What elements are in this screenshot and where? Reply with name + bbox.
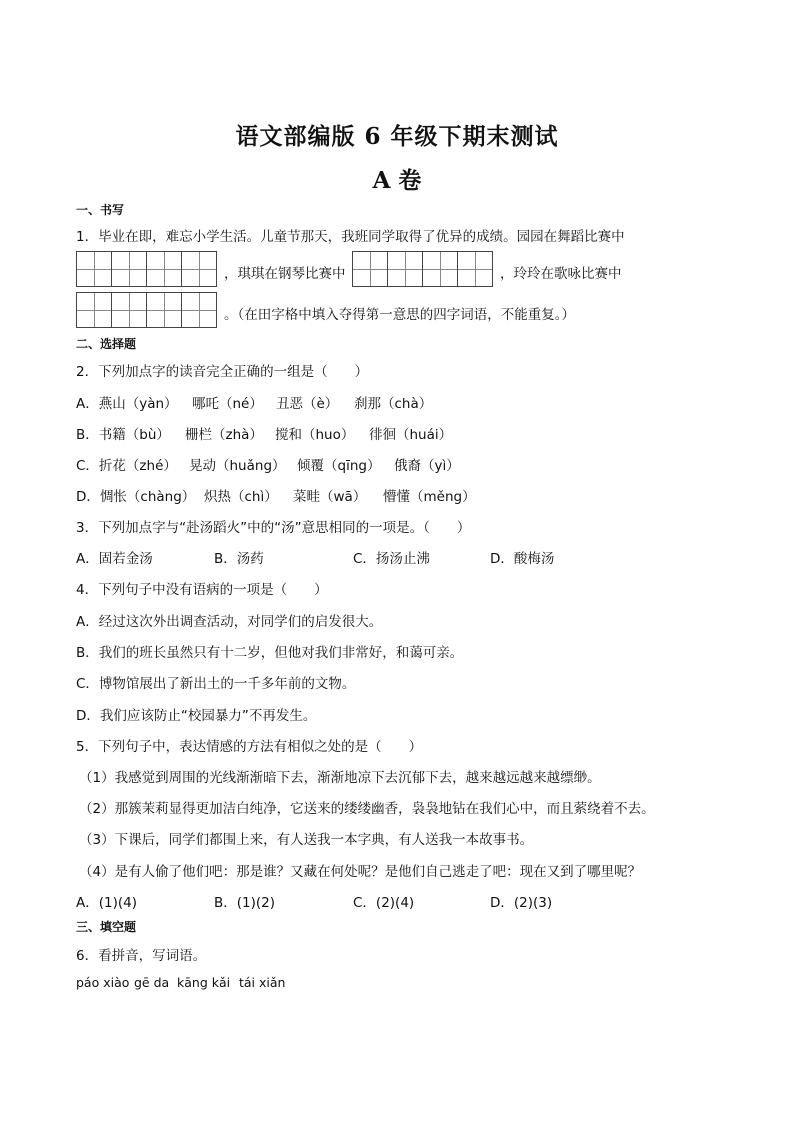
option-word: 栅栏（zhà） [185,427,263,443]
option-word: 懵懂（měng） [383,489,476,505]
tianzige-cell[interactable] [422,251,458,287]
pinyin-word: kāng kǎi [177,975,231,990]
section-heading-fill: 三、填空题 [76,920,137,934]
q1-text-mid1: ，琪琪在钢琴比赛中 [224,266,346,282]
tianzige-cell[interactable] [76,251,112,287]
q3-option-d[interactable]: D．酸梅汤 [490,551,555,567]
exam-title: 语文部编版 6 年级下期末测试 [235,123,559,150]
tianzige-cell[interactable] [457,251,493,287]
tianzige-cell[interactable] [76,292,112,328]
q5-sentence-4: （4）是有人偷了他们吧：那是谁？又藏在何处呢？是他们自己逃走了吧：现在又到了哪里呢？ [79,864,642,880]
option-word: 徘徊（huái） [369,427,453,443]
tianzige-box-1[interactable] [76,251,216,287]
option-word: 搅和（huo） [275,427,355,443]
q5-sentence-2: （2）那簇茉莉显得更加洁白纯净，它送来的缕缕幽香，袅袅地钻在我们心中，而且萦绕着不去。 [79,801,655,817]
pinyin-word: gē da [134,975,170,990]
tianzige-cell[interactable] [181,251,217,287]
q5-stem: 5．下列句子中，表达情感的方法有相似之处的是（ ） [76,739,423,755]
option-word: 倾覆（qīng） [297,458,381,474]
option-word: 刹那（chà） [354,396,433,412]
tianzige-cell[interactable] [146,251,182,287]
section-heading-writing: 一、书写 [76,203,125,217]
tianzige-cell[interactable] [111,292,147,328]
q5-option-d[interactable]: D．(2)(3) [490,895,553,911]
option-word: C．折花（zhé） [76,458,177,474]
option-word: 哪吒（né） [192,396,263,412]
q5-sentence-1: （1）我感觉到周围的光线渐渐暗下去，渐渐地凉下去沉郁下去，越来越远越来越缥缈。 [79,770,601,786]
option-word: 丑恶（è） [276,396,339,412]
option-word: D．惆怅（chàng） [76,489,196,505]
q4-option-a[interactable]: A．经过这次外出调查活动，对同学们的启发很大。 [76,614,383,630]
q3-option-b[interactable]: B．汤药 [214,551,264,567]
exam-subtitle: A 卷 [372,167,422,194]
tianzige-box-3[interactable] [76,292,216,328]
tianzige-box-2[interactable] [352,251,492,287]
q5-option-b[interactable]: B．(1)(2) [214,895,276,911]
q4-stem: 4．下列句子中没有语病的一项是（ ） [76,582,328,598]
q4-option-d[interactable]: D．我们应该防止“校园暴力”不再发生。 [76,708,317,724]
q1-text-mid2: ，玲玲在歌咏比赛中 [500,266,622,282]
option-word: A．燕山（yàn） [76,396,178,412]
pinyin-word: tái xiǎn [239,975,286,990]
q3-option-c[interactable]: C．扬汤止沸 [353,551,430,567]
tianzige-cell[interactable] [111,251,147,287]
q3-option-a[interactable]: A．固若金汤 [76,551,153,567]
tianzige-cell[interactable] [352,251,388,287]
q5-option-a[interactable]: A．(1)(4) [76,895,137,911]
q1-text-tail: 。（在田字格中填入夺得第一意思的四字词语，不能重复。） [224,307,575,323]
q3-stem: 3．下列加点字与“赴汤蹈火”中的“汤”意思相同的一项是。（ ） [76,520,471,536]
option-word: B．书籍（bù） [76,427,170,443]
q4-option-c[interactable]: C．博物馆展出了新出土的一千多年前的文物。 [76,676,356,692]
tianzige-cell[interactable] [146,292,182,328]
option-word: 炽热（chì） [204,489,278,505]
q1-text-line1: 1．毕业在即，难忘小学生活。儿童节那天，我班同学取得了优异的成绩。园园在舞蹈比赛中 [76,229,625,245]
q6-stem: 6．看拼音，写词语。 [76,948,207,964]
option-word: 晃动（huǎng） [189,458,286,474]
q5-sentence-3: （3）下课后，同学们都围上来，有人送我一本字典，有人送我一本故事书。 [79,832,534,848]
pinyin-word: páo xiào [76,975,130,990]
tianzige-cell[interactable] [387,251,423,287]
q5-option-c[interactable]: C．(2)(4) [353,895,415,911]
option-word: 菜畦（wā） [293,489,367,505]
option-word: 俄裔（yì） [394,458,460,474]
q4-option-b[interactable]: B．我们的班长虽然只有十二岁，但他对我们非常好，和蔼可亲。 [76,645,464,661]
section-heading-choice: 二、选择题 [76,337,137,351]
q2-stem: 2．下列加点字的读音完全正确的一组是（ ） [76,364,369,380]
tianzige-cell[interactable] [181,292,217,328]
